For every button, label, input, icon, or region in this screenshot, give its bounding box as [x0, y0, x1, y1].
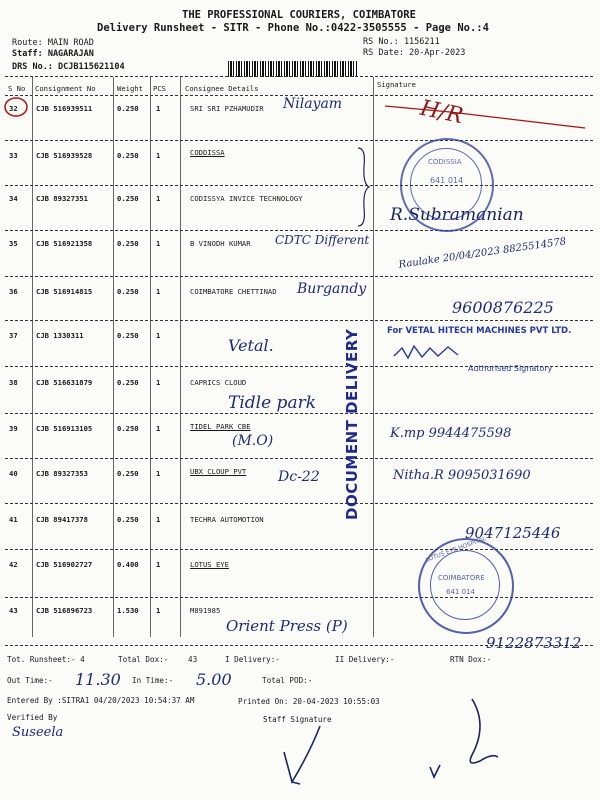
codissia-pin: 641 014	[430, 176, 464, 185]
row-pcs: 1	[156, 606, 161, 615]
total-dox-label: Total Dox:-	[118, 655, 169, 664]
vetal-company-stamp: For VETAL HITECH MACHINES PVT LTD.	[387, 326, 572, 336]
row-note: Dc-22	[278, 469, 320, 485]
row-weight: 0.250	[117, 287, 139, 296]
row-sno: 36	[9, 287, 18, 296]
row-weight: 0.400	[117, 560, 139, 569]
row-signature: H/R	[417, 95, 466, 130]
col-consignee: Consignee Details	[185, 84, 259, 93]
row-sno: 41	[9, 515, 18, 524]
strike-line-icon	[380, 96, 590, 136]
scribble-icon	[392, 342, 462, 362]
col-signature: Signature	[377, 80, 416, 89]
row-consignee: B VINODH KUMAR	[190, 239, 251, 248]
row-consignment: CJB 516914815	[36, 287, 93, 296]
entered-by: Entered By :SITRA1 04/20/2023 10:54:37 AM	[7, 696, 195, 705]
row-weight: 0.250	[117, 424, 139, 433]
row-rule	[5, 276, 593, 277]
row-pcs: 1	[156, 515, 161, 524]
drs-no: DRS No.: DCJB115621104	[12, 62, 125, 72]
row-note: Orient Press (P)	[226, 617, 348, 635]
row-weight: 0.250	[117, 469, 139, 478]
company-title: THE PROFESSIONAL COURIERS, COIMBATORE	[182, 9, 416, 21]
row-sno: 39	[9, 424, 18, 433]
staff-signature-mark	[270, 722, 330, 792]
row-consignee: CODISSYA INVICE TECHNOLOGY	[190, 194, 303, 203]
col-sno: S No	[8, 84, 26, 93]
row-weight: 1.530	[117, 606, 139, 615]
codissia-name: CODISSIA	[428, 158, 462, 166]
row-sno: 42	[9, 560, 18, 569]
row-sno: 43	[9, 606, 18, 615]
hospital-stamp	[418, 535, 514, 634]
row-pcs: 1	[156, 331, 161, 340]
out-time-value: 11.30	[75, 670, 121, 689]
row-pcs: 1	[156, 469, 161, 478]
vetal-auth-label: Authorised Signatory	[468, 364, 553, 373]
row-sno: 34	[9, 194, 18, 203]
total-dox-value: 43	[188, 655, 198, 664]
row-weight: 0.250	[117, 104, 139, 113]
col-pcs: PCS	[153, 84, 166, 93]
row-signature: 9122873312	[486, 634, 582, 652]
rtn-dox: RTN Dox:-	[450, 655, 492, 664]
verified-by: Verified By	[7, 713, 58, 722]
row-consignment: CJB 516913105	[36, 424, 93, 433]
row-consignment: CJB 516939528	[36, 151, 93, 160]
row-consignee: LOTUS EYE	[190, 560, 229, 569]
row-consignment: CJB 516896723	[36, 606, 93, 615]
hospital-city: COIMBATORE	[438, 574, 485, 582]
row-consignment: CJB 89417378	[36, 515, 88, 524]
row-rule	[5, 140, 593, 141]
row-sno: 40	[9, 469, 18, 478]
staff-signature-mark-2	[420, 695, 510, 785]
printed-on: Printed On: 20-04-2023 10:55:03	[238, 697, 380, 706]
row-pcs: 1	[156, 287, 161, 296]
header-rule-top	[5, 76, 593, 77]
hospital-pin: 641 014	[446, 588, 475, 596]
col-weight: Weight	[117, 84, 143, 93]
row-rule	[5, 230, 593, 231]
row-signature: K.mp 9944475598	[390, 426, 512, 441]
row-weight: 0.250	[117, 194, 139, 203]
row-rule	[5, 549, 593, 550]
barcode	[228, 61, 358, 77]
hospital-name: LOTUS EYE HOSPITAL	[424, 535, 488, 564]
row-consignment: CJB 1330311	[36, 331, 84, 340]
rs-date: RS Date: 20-Apr-2023	[363, 48, 466, 58]
row-sno: 35	[9, 239, 18, 248]
route: Route: MAIN ROAD	[12, 38, 94, 48]
row-rule	[5, 185, 593, 186]
row-consignment: CJB 516631879	[36, 378, 93, 387]
row-rule	[5, 413, 593, 414]
total-pod: Total POD:-	[262, 676, 313, 685]
row-weight: 0.250	[117, 151, 139, 160]
codissia-stamp	[400, 138, 494, 232]
row-consignment: CJB 516902727	[36, 560, 93, 569]
row-consignee: CAPRICS CLOUD	[190, 378, 247, 387]
row-pcs: 1	[156, 151, 161, 160]
tot-runsheet: Tot. Runsheet:- 4	[7, 655, 85, 664]
row-rule	[5, 503, 593, 504]
i-delivery: I Delivery:-	[225, 655, 280, 664]
col-sep	[32, 77, 33, 637]
col-sep	[150, 77, 151, 637]
row-consignee: COIMBATORE CHETTINAD	[190, 287, 277, 296]
row-weight: 0.250	[117, 239, 139, 248]
row-sno: 33	[9, 151, 18, 160]
row-consignee: SRI SRI PZHAMUDIR	[190, 104, 264, 113]
in-time-value: 5.00	[196, 670, 232, 689]
in-time-label: In Time:-	[132, 676, 174, 685]
row-rule	[5, 320, 593, 321]
runsheet-title: Delivery Runsheet - SITR - Phone No.:0422-3505555 - Page No.:4	[97, 22, 489, 34]
row-pcs: 1	[156, 560, 161, 569]
row-note: Burgandy	[297, 281, 367, 297]
row-rule	[5, 645, 593, 646]
brace-icon	[356, 146, 372, 228]
row-weight: 0.250	[117, 378, 139, 387]
row-consignee: TECHRA AUTOMOTION	[190, 515, 264, 524]
row-signature: Nitha.R 9095031690	[393, 468, 531, 483]
row-signature: Raulake 20/04/2023 8825514578	[398, 236, 567, 271]
row-sno: 32	[9, 104, 18, 113]
out-time-label: Out Time:-	[7, 676, 53, 685]
row-consignee: UBX CLOUP PVT	[190, 467, 247, 476]
col-sep	[373, 77, 374, 637]
row-pcs: 1	[156, 239, 161, 248]
row-signature: 9600876225	[452, 298, 554, 317]
row-consignment: CJB 89327351	[36, 194, 88, 203]
row-sno: 38	[9, 378, 18, 387]
row-pcs: 1	[156, 424, 161, 433]
row-consignee: TIDEL PARK CBE	[190, 422, 251, 431]
row-note: Vetal.	[228, 336, 274, 355]
col-sep	[180, 77, 181, 637]
row-consignment: CJB 516939511	[36, 104, 93, 113]
row-note: (M.O)	[232, 433, 274, 449]
row-rule	[5, 458, 593, 459]
row-consignment: CJB 516921358	[36, 239, 93, 248]
row-note: Tidle park	[228, 393, 317, 413]
document-delivery-stamp: DOCUMENT DELIVERY	[343, 328, 361, 520]
staff: Staff: NAGARAJAN	[12, 49, 94, 59]
col-sep	[113, 77, 114, 637]
row-note: Nilayam	[283, 96, 343, 112]
row-pcs: 1	[156, 194, 161, 203]
row-consignee: CODDISSA	[190, 148, 225, 157]
row-signature: R.Subramanian	[390, 205, 524, 225]
circle-mark-icon	[3, 96, 29, 118]
verified-signature: Suseela	[12, 725, 64, 740]
row-consignment: CJB 89327353	[36, 469, 88, 478]
staff-signature-label: Staff Signature	[263, 715, 332, 724]
rs-no: RS No.: 1156211	[363, 37, 440, 47]
row-sno: 37	[9, 331, 18, 340]
row-weight: 0.250	[117, 515, 139, 524]
row-pcs: 1	[156, 104, 161, 113]
row-pcs: 1	[156, 378, 161, 387]
row-signature: 9047125446	[465, 524, 561, 542]
row-weight: 0.250	[117, 331, 139, 340]
row-consignee: M891985	[190, 606, 221, 615]
ii-delivery: II Delivery:-	[335, 655, 395, 664]
col-consignment: Consignment No	[35, 84, 96, 93]
row-note: CDTC Different	[275, 233, 370, 247]
